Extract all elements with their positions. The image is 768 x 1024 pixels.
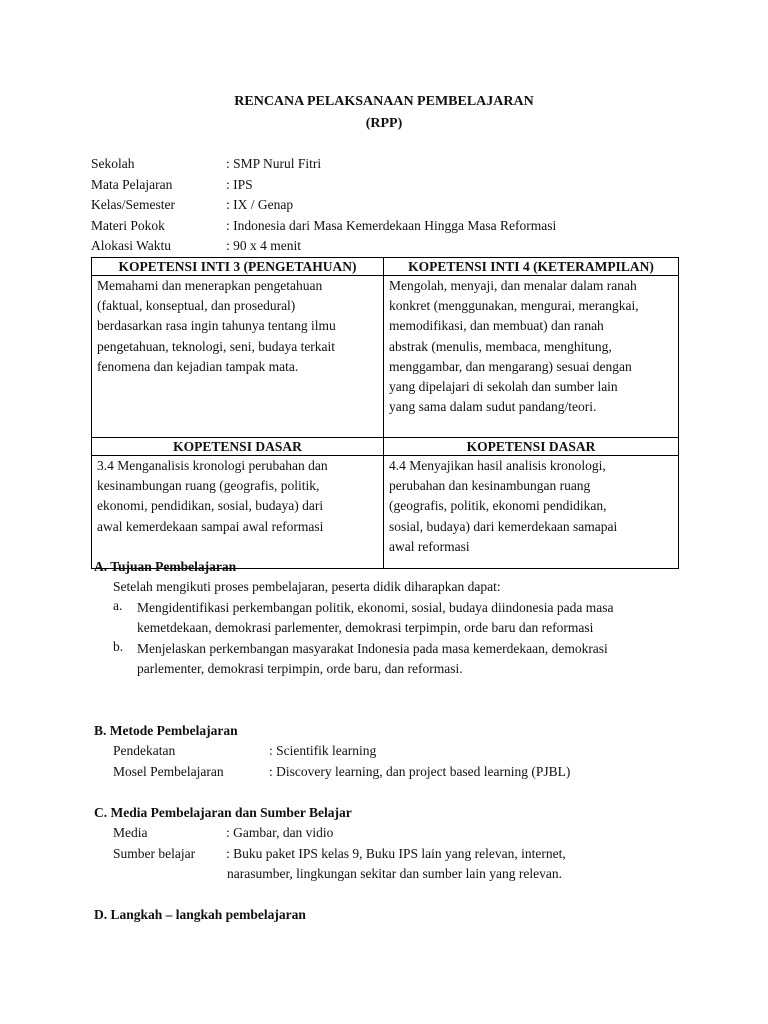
identity-label: Kelas/Semester	[91, 197, 175, 212]
identity-row-time	[91, 236, 556, 257]
identity-value: : 90 x 4 menit	[226, 238, 301, 253]
ki3-line: fenomena dan kejadian tampak mata.	[97, 358, 299, 374]
section-methods	[94, 720, 570, 782]
kd3-cell	[92, 456, 384, 569]
competency-table	[91, 257, 679, 569]
kd-header-right: KOPETENSI DASAR	[384, 438, 679, 456]
media-value: : Buku paket IPS kelas 9, Buku IPS lain yang relevan, internet,	[226, 845, 566, 861]
ki4-line: menggambar, dan mengarang) sesuai dengan	[389, 358, 632, 374]
media-label: Media	[113, 825, 148, 840]
ki4-header: KOPETENSI INTI 4 (KETERAMPILAN)	[384, 258, 679, 276]
kd3-line: awal kemerdekaan sampai awal reformasi	[97, 518, 324, 534]
identity-row-school	[91, 154, 556, 175]
media-row	[94, 823, 566, 844]
ki4-line: memodifikasi, dan membuat) dan ranah	[389, 318, 604, 334]
ki3-line: (faktual, konseptual, dan prosedural)	[97, 298, 296, 314]
kd3-line: kesinambungan ruang (geografis, politik,	[97, 478, 320, 494]
media-value: : Gambar, dan vidio	[226, 825, 334, 840]
objective-line: Menjelaskan perkembangan masyarakat Indonesia pada masa kemerdekaan, demokrasi	[137, 640, 608, 656]
identity-value: : Indonesia dari Masa Kemerdekaan Hingga Masa Reformasi	[226, 217, 557, 233]
section-steps	[94, 904, 306, 925]
list-marker: a.	[113, 597, 123, 613]
identity-label: Materi Pokok	[91, 217, 165, 233]
identity-value: : IX / Genap	[226, 197, 294, 212]
identity-row-class	[91, 195, 556, 216]
ki4-line: yang dipelajari di sekolah dan sumber lain	[389, 379, 618, 395]
ki3-cell	[92, 276, 384, 438]
ki4-line: abstrak (menulis, membaca, menghitung,	[389, 338, 612, 354]
method-value: : Discovery learning, dan project based learning (PJBL)	[269, 763, 571, 779]
objective-item	[94, 598, 614, 639]
document-title: RENCANA PELAKSANAAN PEMBELAJARAN	[234, 94, 534, 109]
kd-header-left: KOPETENSI DASAR	[92, 438, 384, 456]
identity-row-subject	[91, 175, 556, 196]
objective-item	[94, 639, 614, 680]
identity-value: : SMP Nurul Fitri	[226, 156, 322, 171]
section-heading: C. Media Pembelajaran dan Sumber Belajar	[94, 805, 352, 820]
section-heading: B. Metode Pembelajaran	[94, 723, 238, 738]
document-subtitle: (RPP)	[365, 116, 403, 131]
list-marker: b.	[113, 638, 124, 654]
identity-block	[91, 154, 556, 257]
ki3-line: pengetahuan, teknologi, seni, budaya terkait	[97, 338, 336, 354]
kd3-line: ekonomi, pendidikan, sosial, budaya) dari	[97, 498, 324, 514]
identity-label: Mata Pelajaran	[91, 176, 173, 192]
section-heading: A. Tujuan Pembelajaran	[94, 559, 237, 574]
section-objectives	[94, 556, 614, 680]
identity-row-topic	[91, 216, 556, 237]
section-heading: D. Langkah – langkah pembelajaran	[94, 907, 306, 922]
ki4-line: Mengolah, menyaji, dan menalar dalam ranah	[389, 278, 637, 293]
kd4-line: 4.4 Menyajikan hasil analisis kronologi,	[389, 458, 606, 473]
kd4-line: perubahan dan kesinambungan ruang	[389, 478, 591, 494]
kd4-line: sosial, budaya) dari kemerdekaan samapai	[389, 518, 618, 534]
media-continuation: narasumber, lingkungan sekitar dan sumber lain yang relevan.	[227, 866, 562, 881]
identity-label: Sekolah	[91, 156, 135, 171]
method-row	[94, 741, 570, 762]
objective-line: parlementer, demokrasi terpimpin, orde baru, dan reformasi.	[137, 661, 463, 676]
section-media	[94, 802, 566, 885]
media-row	[94, 844, 566, 865]
kd4-line: awal reformasi	[389, 538, 470, 554]
method-row	[94, 762, 570, 783]
identity-label: Alokasi Waktu	[91, 238, 172, 253]
kd4-line: (geografis, politik, ekonomi pendidikan,	[389, 498, 607, 514]
ki4-line: konkret (menggunakan, mengurai, merangkai,	[389, 298, 639, 314]
ki4-line: yang sama dalam sudut pandang/teori.	[389, 399, 597, 415]
method-value: : Scientifik learning	[269, 743, 377, 758]
objective-line: kemetdekaan, demokrasi parlementer, demokrasi terpimpin, orde baru dan reformasi	[137, 620, 594, 635]
ki3-line: Memahami dan menerapkan pengetahuan	[97, 278, 323, 293]
method-label: Pendekatan	[113, 743, 176, 758]
identity-value: : IPS	[226, 176, 253, 192]
kd4-cell	[384, 456, 679, 569]
media-label: Sumber belajar	[113, 845, 196, 861]
ki4-cell	[384, 276, 679, 438]
ki3-header: KOPETENSI INTI 3 (PENGETAHUAN)	[92, 258, 384, 276]
kd3-line: 3.4 Menganalisis kronologi perubahan dan	[97, 458, 328, 473]
ki3-line: berdasarkan rasa ingin tahunya tentang ilmu	[97, 318, 336, 334]
method-label: Mosel Pembelajaran	[113, 763, 224, 779]
objectives-intro: Setelah mengikuti proses pembelajaran, peserta didik diharapkan dapat:	[113, 579, 501, 594]
objective-line: Mengidentifikasi perkembangan politik, ekonomi, sosial, budaya diindonesia pada masa	[137, 599, 614, 615]
